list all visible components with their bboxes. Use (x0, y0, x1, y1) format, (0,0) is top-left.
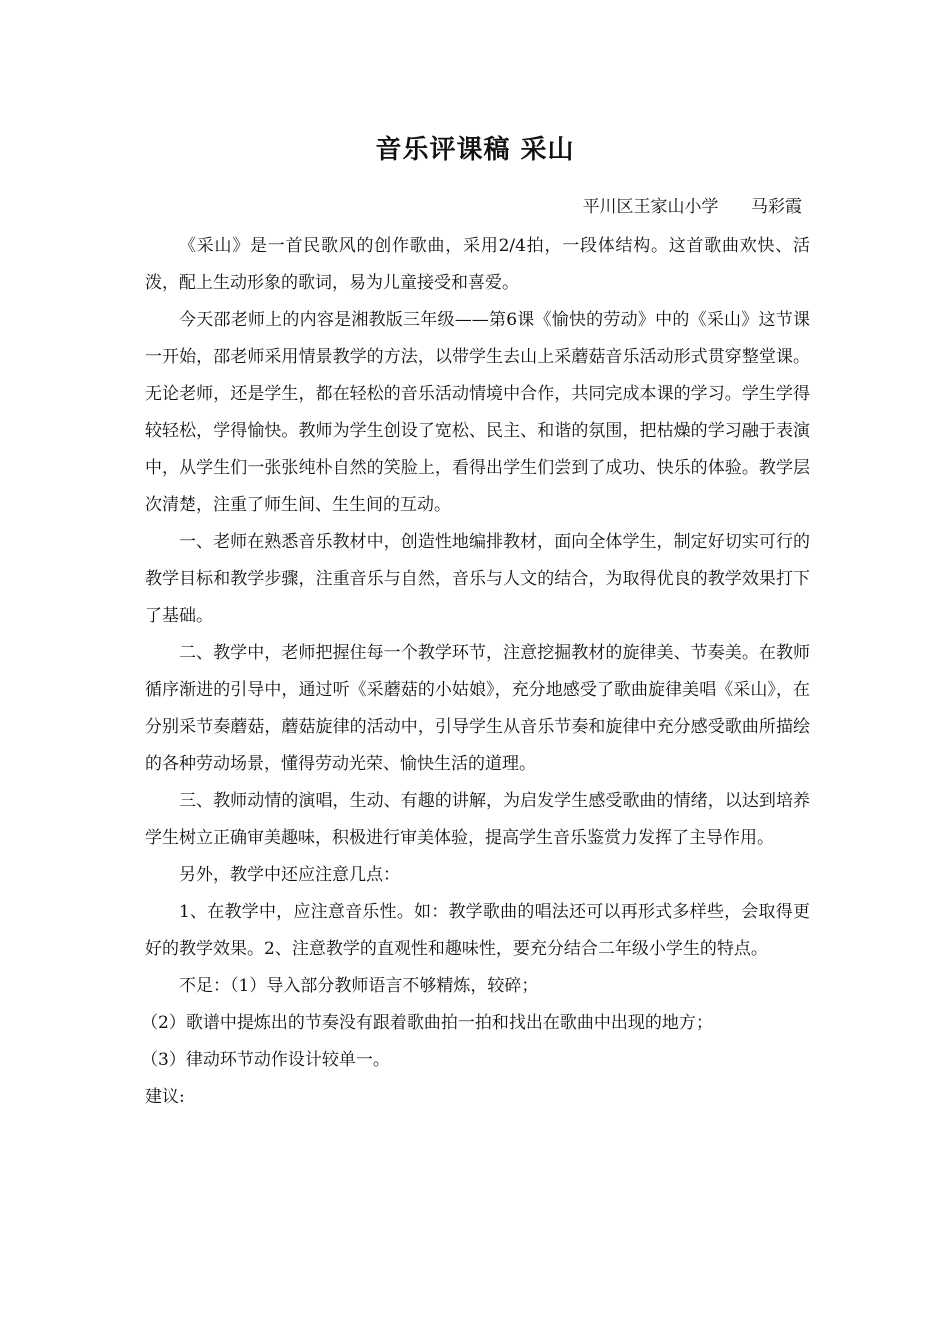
paragraph-shortcoming-1: 不足：（1）导入部分教师语言不够精炼，较碎； (179, 976, 539, 996)
document-body (141, 228, 810, 1116)
paragraph-additional: 另外，教学中还应注意几点： (179, 865, 400, 885)
document-title: 音乐评课稿 采山 (375, 135, 575, 165)
paragraph-point-3: 三、教师动情的演唱，生动、有趣的讲解，为启发学生感受歌曲的情绪，以达到培养学生树立正确审美趣味，积极进行审美体验，提高学生音乐鉴赏力发挥了主导作用。 (145, 791, 810, 848)
paragraph-notes: 1、在教学中，应注意音乐性。如：教学歌曲的唱法还可以再形式多样些，会取得更好的教学效果。2、注意教学的直观性和趣味性，要充分结合二年级小学生的特点。 (145, 902, 810, 959)
paragraph-point-2: 二、教学中，老师把握住每一个教学环节，注意挖掘教材的旋律美、节奏美。在教师循序渐进的引导中，通过听《采蘑菇的小姑娘》，充分地感受了歌曲旋律美唱《采山》，在分别采节奏蘑菇，蘑菇旋律的活动中，引导学生从音乐节奏和旋律中充分感受歌曲所描绘的各种劳动场景，懂得劳动光荣、愉快生活的道理。 (145, 643, 810, 774)
author-line: 平川区王家山小学 马彩霞 (582, 197, 802, 217)
paragraph-intro: 《采山》是一首民歌风的创作歌曲，采用2/4拍，一段体结构。这首歌曲欢快、活泼，配上生动形象的歌词，易为儿童接受和喜爱。 (145, 236, 810, 293)
paragraph-shortcoming-2: （2）歌谱中提炼出的节奏没有跟着歌曲拍一拍和找出在歌曲中出现的地方； (141, 1013, 713, 1033)
paragraph-overview: 今天邵老师上的内容是湘教版三年级——第6课《愉快的劳动》中的《采山》这节课一开始，邵老师采用情景教学的方法，以带学生去山上采蘑菇音乐活动形式贯穿整堂课。无论老师，还是学生，都在轻松的音乐活动情境中合作，共同完成本课的学习。学生学得较轻松，学得愉快。教师为学生创设了宽松、民主、和谐的氛围，把枯燥的学习融于表演中，从学生们一张张纯朴自然的笑脸上，看得出学生们尝到了成功、快乐的体验。教学层次清楚，注重了师生间、生生间的互动。 (145, 310, 810, 515)
paragraph-suggestion: 建议: (145, 1087, 185, 1107)
paragraph-shortcoming-3: （3）律动环节动作设计较单一。 (141, 1050, 390, 1070)
paragraph-point-1: 一、老师在熟悉音乐教材中，创造性地编排教材，面向全体学生，制定好切实可行的教学目标和教学步骤，注重音乐与自然，音乐与人文的结合，为取得优良的教学效果打下了基础。 (145, 532, 810, 626)
